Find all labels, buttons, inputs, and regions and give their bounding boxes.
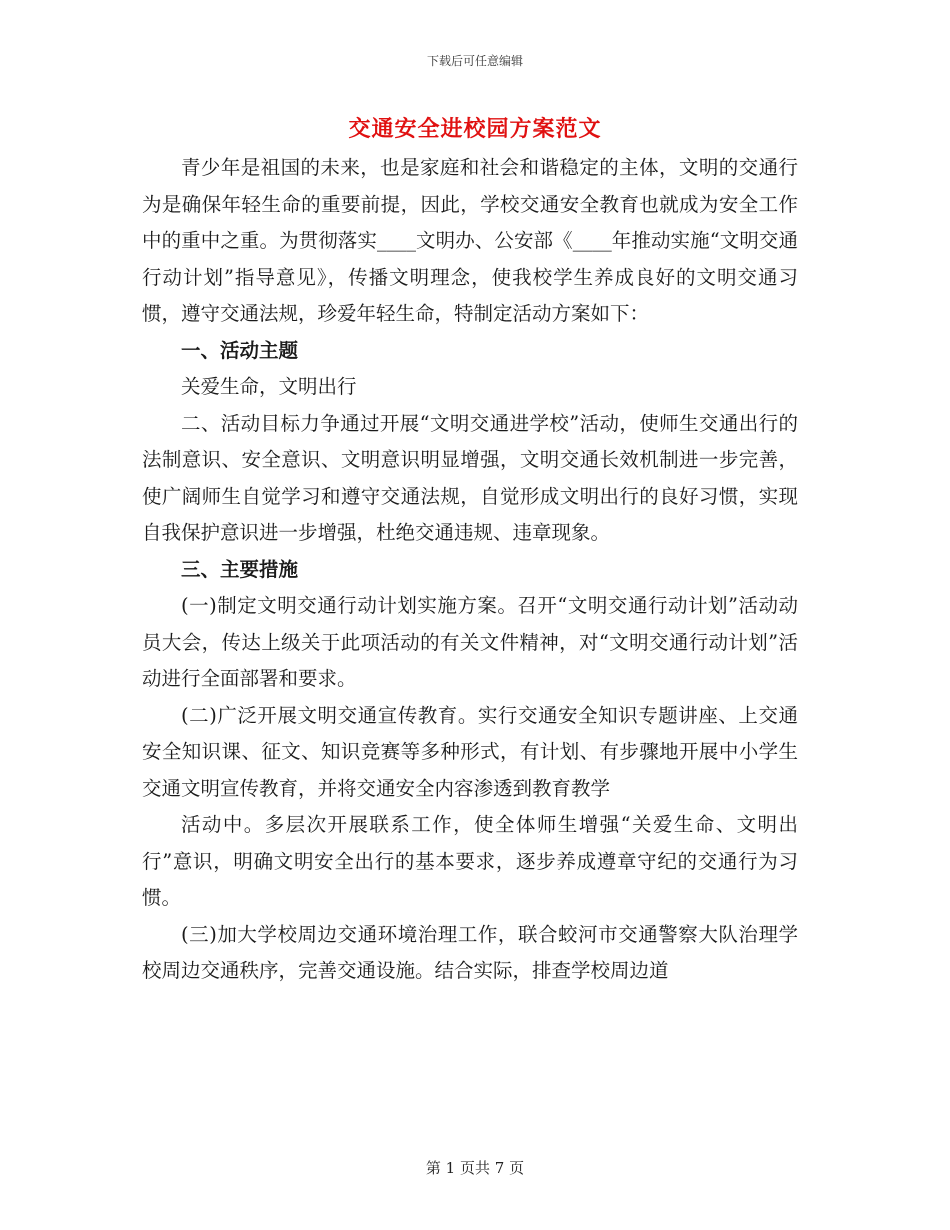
measure-3-paragraph: (三)加大学校周边交通环境治理工作，联合蛟河市交通警察大队治理学校周边交通秩序，完善交通设施。结合实际，排查学校周边道 [142, 922, 798, 982]
page-footer: 第 1 页共 7 页 [425, 1159, 525, 1177]
measure-2-paragraph: (二)广泛开展文明交通宣传教育。实行交通安全知识专题讲座、上交通安全知识课、征文、知识竞赛等多种形式，有计划、有步骤地开展中小学生交通文明宣传教育，并将交通安全内容渗透到教育教学 [142, 703, 798, 800]
section-heading-theme: 一、活动主题 [181, 338, 299, 362]
goal-paragraph: 二、活动目标力争通过开展“文明交通进学校”活动，使师生交通出行的法制意识、安全意识、文明意识明显增强，文明交通长效机制进一步完善，使广阔师生自觉学习和遵守交通法规，自觉形成文明出行的良好习惯，实现自我保护意识进一步增强，杜绝交通违规、违章现象。 [142, 411, 798, 544]
header-note: 下载后可任意编辑 [426, 54, 523, 68]
document-title: 交通安全进校园方案范文 [348, 116, 602, 142]
measure-1-paragraph: (一)制定文明交通行动计划实施方案。召开“文明交通行动计划”活动动员大会，传达上级关于此项活动的有关文件精神，对“文明交通行动计划”活动进行全面部署和要求。 [142, 594, 798, 690]
document-body [142, 150, 798, 990]
section-heading-measures: 三、主要措施 [181, 557, 299, 581]
measure-2-continued-paragraph: 活动中。多层次开展联系工作，使全体师生增强“关爱生命、文明出行”意识，明确文明安全出行的基本要求，逐步养成遵章守纪的交通行为习惯。 [142, 813, 798, 909]
theme-paragraph: 关爱生命，文明出行 [181, 375, 357, 398]
intro-paragraph: 青少年是祖国的未来，也是家庭和社会和谐稳定的主体，文明的交通行为是确保年轻生命的重要前提，因此，学校交通安全教育也就成为安全工作中的重中之重。为贯彻落实____文明办、公安部《____年推动实施“文明交通行动计划”指导意见》，传播文明理念，使我校学生养成良好的文明交通习惯，遵守交通法规，珍爱年轻生命，特制定活动方案如下： [142, 156, 798, 325]
